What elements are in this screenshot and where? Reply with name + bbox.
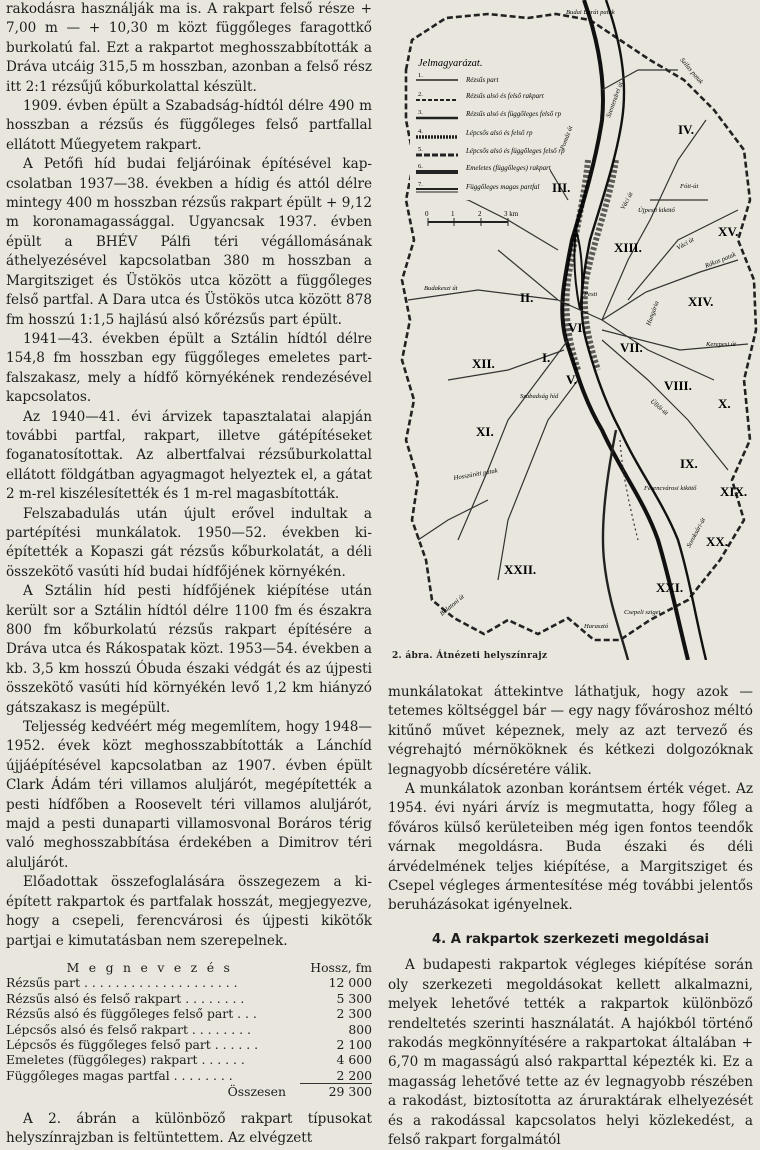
svg-text:3 km: 3 km bbox=[504, 210, 519, 218]
paragraph: A Petőfi híd budai feljáróinak építésével kapcsolatban 1937—38. években a hídig és attól délre mintegy 400 m hosszban rézsűs rakpart épült + 9,12 m koronamagassággal. Ugyancsak 1937. évben épült a BHÉV Pálfi téri végállomásának áthelyezésével kapcsolatban 380 m hosszban a Margitsziget és Üstökös utca között a függőleges felső partfal. A Dara utca és Üstökös utca között 878 fm hosszú 1:1,5 hajlású alsó kőrézsűs part épült. bbox=[6, 156, 372, 328]
paragraph: A 2. ábrán a különböző rakpart típusokat helyszínrajzban is feltüntettem. Az elvégzett bbox=[6, 1110, 372, 1146]
svg-text:Hungária: Hungária bbox=[645, 300, 661, 327]
paragraph: munkálatokat áttekintve láthatjuk, hogy azok — tetemes költséggel bár — egy nagy fővároshoz méltó kitűnő művet képeznek, mely az azt tervező és végrehajtó mérnököknek és kétkezi dolgozóknak legnagyobb dícséretére válik. bbox=[388, 684, 753, 778]
svg-text:Szentendrei út: Szentendrei út bbox=[605, 81, 625, 119]
svg-text:Fóti-út: Fóti-út bbox=[680, 183, 699, 190]
table-cell-name: Lépcsős alsó és felső rakpart . . . . . . . . bbox=[6, 1021, 251, 1037]
table-total-value: 29 300 bbox=[300, 1084, 372, 1100]
svg-text:XIX.: XIX. bbox=[720, 484, 748, 499]
table-cell-name: Rézsűs alsó és függőleges felső part . . . bbox=[6, 1006, 257, 1022]
svg-text:Hosszúréti patak: Hosszúréti patak bbox=[453, 467, 499, 482]
section-heading: 4. A rakpartok szerkezeti megoldásai bbox=[432, 931, 709, 947]
svg-text:Váci út: Váci út bbox=[675, 236, 696, 252]
svg-text:I.: I. bbox=[542, 350, 551, 365]
paragraph: Teljesség kedvéért még megemlítem, hogy 1948—1952. évek közt meghosszabbították a Lánchíd újjáépítésével kapcsolatban az 1907. évben épült Clark Ádám téri villamos aluljárót, megépítették a pesti hídfőben a Roosevelt téri villamos aluljárót, majd a pesti dunaparti villamosvonal Boráros térig való meghosszabbítása érdekében a Dimitrov téri aluljárót. bbox=[6, 719, 372, 871]
svg-text:Balatoni út: Balatoni út bbox=[438, 593, 466, 618]
svg-text:2.: 2. bbox=[418, 91, 423, 98]
table-header-value: Hossz, fm bbox=[310, 959, 372, 975]
svg-text:XII.: XII. bbox=[472, 356, 495, 371]
table-header-row bbox=[6, 960, 372, 975]
svg-text:Harasztó: Harasztó bbox=[584, 623, 609, 630]
table-cell-value: 5 300 bbox=[336, 990, 372, 1006]
table-cell-name: Lépcsős és függőleges felső part . . . . . . bbox=[6, 1036, 259, 1052]
table-cell-value: 2 200 bbox=[336, 1067, 372, 1083]
table-row bbox=[6, 1006, 372, 1021]
table-total-label: Összesen bbox=[227, 1083, 286, 1099]
svg-text:2: 2 bbox=[478, 210, 482, 218]
table-cell-name: Rézsűs alsó és felső rakpart . . . . . . . . bbox=[6, 990, 245, 1006]
svg-text:5.: 5. bbox=[418, 146, 423, 153]
svg-text:V.: V. bbox=[566, 372, 577, 387]
table-cell-value: 800 bbox=[348, 1021, 372, 1037]
svg-text:Kerepesi út: Kerepesi út bbox=[706, 341, 736, 348]
svg-text:Függőleges magas partfal: Függőleges magas partfal bbox=[466, 183, 540, 191]
svg-text:XXII.: XXII. bbox=[504, 562, 537, 577]
svg-text:Budai Barát patak: Budai Barát patak bbox=[566, 9, 615, 16]
paragraph: 1909. évben épült a Szabadság-hídtól délre 490 m hosszban a rézsűs és függőleges felső partfallal ellátott Műegyetem rakpart. bbox=[6, 98, 372, 153]
svg-text:3.: 3. bbox=[418, 109, 423, 116]
table-cell-value: 2 100 bbox=[336, 1036, 372, 1052]
table-cell-name: Függőleges magas partfal . . . . . . . . bbox=[6, 1068, 233, 1083]
svg-text:Pesti: Pesti bbox=[584, 291, 598, 298]
svg-text:Lépcsős alsó és felső rp: Lépcsős alsó és felső rp bbox=[466, 129, 533, 137]
table-total-row bbox=[6, 1084, 372, 1100]
table-cell-name: Emeletes (függőleges) rakpart . . . . . . bbox=[6, 1052, 245, 1068]
svg-text:4.: 4. bbox=[418, 128, 423, 135]
paragraph: rakodásra használják ma is. A rakpart felső része + 7,00 m — + 10,30 m közt függőleges faragottkő burkolatú fal. Ezt a rakpartot meghosszabbították a Dráva utcáig 315,5 m hosszban, azonban a felső rész itt 2:1 rézsűjű kőburkolattal készült. bbox=[6, 1, 372, 95]
svg-text:Üllői-út: Üllői-út bbox=[648, 398, 670, 417]
svg-text:Lépcsős alsó és függőleges fel: Lépcsős alsó és függőleges felső rp bbox=[466, 147, 565, 155]
svg-text:6.: 6. bbox=[418, 163, 423, 170]
svg-text:Pomáz út: Pomáz út bbox=[559, 125, 575, 151]
table-row bbox=[6, 1022, 372, 1037]
svg-text:II.: II. bbox=[520, 290, 534, 305]
paragraph: A Sztálin híd pesti hídfőjének kiépítése után került sor a Sztálin hídtól délre 1100 fm és északra 800 fm kőburkolatú rézsűs rakpart építésére a Dráva utca és Rákospatak közt. 1953—54. években a kb. 3,5 km hosszú Óbuda északi védgát és az újpesti összekötő vasúti híd környékén levő 1,2 km hiányzó gátszakasz is megépült. bbox=[6, 583, 372, 716]
svg-text:Budakeszi út: Budakeszi út bbox=[424, 285, 458, 292]
svg-text:Rézsűs alsó és függőleges fels: Rézsűs alsó és függőleges felső rp bbox=[466, 110, 562, 118]
svg-text:XIV.: XIV. bbox=[688, 294, 714, 309]
figure-caption: 2. ábra. Átnézeti helyszínrajz bbox=[392, 651, 548, 661]
svg-text:1: 1 bbox=[451, 210, 455, 218]
svg-text:IX.: IX. bbox=[680, 456, 698, 471]
table-header-name: Megnevezés bbox=[66, 959, 240, 975]
svg-text:VI.: VI. bbox=[568, 320, 586, 335]
table-cell-value: 4 600 bbox=[336, 1052, 372, 1068]
svg-text:XIII.: XIII. bbox=[614, 240, 642, 255]
table-row bbox=[6, 1052, 372, 1067]
paragraph: Előadottak összefoglalására összegezem a kiépített rakpartok és partfalak hosszát, megjegyezve, hogy a csepeli, ferencvárosi és újpesti kikötők partjai e kimutatásban nem szerepelnek. bbox=[6, 874, 372, 949]
length-summary-table bbox=[6, 960, 372, 1100]
table-cell-value: 2 300 bbox=[336, 1006, 372, 1022]
left-column bbox=[6, 0, 372, 1148]
svg-text:IV.: IV. bbox=[678, 122, 695, 137]
table-row bbox=[6, 975, 372, 990]
overview-site-plan-map bbox=[388, 0, 760, 660]
svg-text:Ferencvárosi kikötő: Ferencvárosi kikötő bbox=[644, 485, 697, 492]
svg-text:VIII.: VIII. bbox=[664, 378, 692, 393]
table-row bbox=[6, 1068, 372, 1084]
svg-text:XI.: XI. bbox=[476, 424, 494, 439]
svg-text:Soroksári-út: Soroksári-út bbox=[685, 516, 708, 549]
svg-text:Rézsűs alsó és felső rakpart: Rézsűs alsó és felső rakpart bbox=[466, 92, 544, 100]
legend-title: Jelmagyarázat. bbox=[418, 58, 483, 69]
svg-text:Szilas patak: Szilas patak bbox=[678, 56, 705, 86]
svg-text:Szabadság híd: Szabadság híd bbox=[520, 393, 559, 400]
paragraph: A munkálatok azonban korántsem érték véget. Az 1954. évi nyári árvíz is megmutatta, hogy főleg a főváros külső kerületeiben még igen fontos teendők várnak megoldásra. Buda északi és déli árvédelmének teljes kiépítése, a Margitsziget és Csepel végleges ármentesítése még további jelentős beruházásokat igényelnek. bbox=[388, 781, 753, 914]
table-row bbox=[6, 991, 372, 1006]
svg-text:Rákos patak: Rákos patak bbox=[704, 251, 737, 270]
svg-text:XXI.: XXI. bbox=[656, 580, 684, 595]
paragraph: Felszabadulás után újult erővel indultak a partépítési munkálatok. 1950—52. években kiépítették a Kopaszi gát rézsűs kőburkolatát, a déli összekötő vasúti híd budai hídfőjének környékén. bbox=[6, 505, 372, 580]
svg-text:Csepeli sziget: Csepeli sziget bbox=[624, 609, 661, 616]
table-cell-value: 12 000 bbox=[328, 975, 372, 991]
paragraph: A budapesti rakpartok végleges kiépítése során oly szerkezeti megoldásokat kellett alkalmazni, melyek lehetővé tették a rakpartok különböző rendeltetés szerinti használatát. A hajókból történő rakodás megkönnyítésére a rakpartokat általában + 6,70 m magasságú alsó rakparttal képezték ki. Ez a magasság lehetővé tette az év legnagyobb részében a rakodást, biztosította az áruraktárak elhelyezését és a rakodással kapcsolatos helyi közlekedést, a felső rakpart forgalmától bbox=[388, 957, 753, 1148]
svg-text:XV.: XV. bbox=[718, 224, 739, 239]
svg-text:0: 0 bbox=[425, 210, 429, 218]
svg-text:Rézsűs part: Rézsűs part bbox=[466, 76, 499, 84]
svg-text:VII.: VII. bbox=[620, 340, 643, 355]
svg-text:III.: III. bbox=[552, 180, 571, 195]
table-cell-name: Rézsűs part . . . . . . . . . . . . . . . . . . . . bbox=[6, 975, 238, 991]
paragraph: 1941—43. években épült a Sztálin hídtól délre 154,8 fm hosszban egy függőleges emeletes partfalszakasz, mely a hídfő környékének rendezésével kapcsolatos. bbox=[6, 330, 372, 406]
svg-text:Újpesti kikötő: Újpesti kikötő bbox=[638, 207, 675, 214]
right-column bbox=[388, 683, 753, 1150]
table-row bbox=[6, 1037, 372, 1052]
svg-text:Emeletes (függőleges) rakpart: Emeletes (függőleges) rakpart bbox=[466, 164, 551, 172]
svg-text:Váci út: Váci út bbox=[619, 190, 635, 211]
svg-text:X.: X. bbox=[718, 396, 731, 411]
svg-text:1.: 1. bbox=[418, 72, 423, 79]
svg-text:7.: 7. bbox=[418, 181, 423, 188]
paragraph: Az 1940—41. évi árvizek tapasztalatai alapján további partfal, rakpart, illetve gátépítéseket foganatosítottak. Az albertfalvai rézsűburkolattal ellátott földgátban agyagmagot helyeztek el, a gátat 2 m-rel kiszélesítették és 1 m-rel magasbították. bbox=[6, 408, 372, 503]
svg-text:XX.: XX. bbox=[706, 534, 729, 549]
